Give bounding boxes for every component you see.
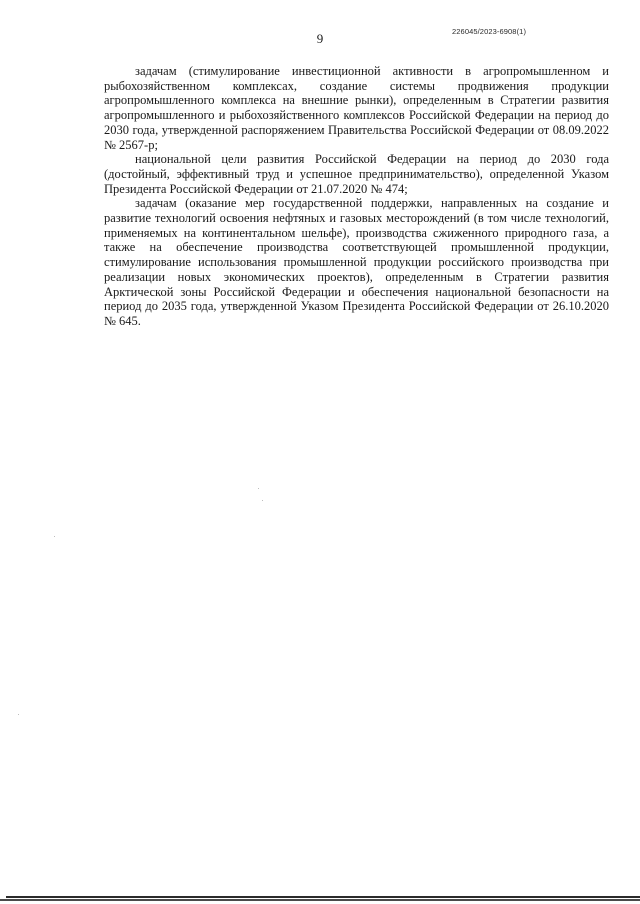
paragraph-national-goal: национальной цели развития Российской Федерации на период до 2030 года (достойный, эффективный труд и успешное предпринимательство), определенной Указом Президента Российской Федерации от 21.07.2020 № 474; [104,152,609,196]
scan-speck [18,714,19,715]
paragraph-agro-strategy: задачам (стимулирование инвестиционной активности в агропромышленном и рыбохозяйственном комплексах, создание системы продвижения продукции агропромышленного комплекса на внешние рынки), определенным в Стратегии развития агропромышленного и рыбохозяйственного комплексов Российской Федерации на период до 2030 года, утвержденной распоряжением Правительства Российской Федерации от 08.09.2022 № 2567-р; [104,64,609,152]
scan-edge-line [6,896,640,898]
paragraph-arctic-strategy: задачам (оказание мер государственной поддержки, направленных на создание и развитие технологий освоения нефтяных и газовых месторождений (в том числе технологий, применяемых на континентальном шельфе), производства сжиженного природного газа, а также на обеспечение производства соответствующей промышленной продукции, стимулирование использования промышленной продукции российского производства при реализации новых экономических проектов), определенным в Стратегии развития Арктической зоны Российской Федерации и обеспечения национальной безопасности на период до 2035 года, утвержденной Указом Президента Российской Федерации от 26.10.2020 № 645. [104,196,609,328]
scan-speck [258,488,259,489]
scan-speck [54,536,55,537]
document-body [104,64,609,329]
scan-speck [262,500,263,501]
scan-edge-line [0,899,640,901]
document-id: 226045/2023-6908(1) [452,27,527,36]
scan-bottom-edge [0,893,640,904]
page-number: 9 [316,31,324,46]
